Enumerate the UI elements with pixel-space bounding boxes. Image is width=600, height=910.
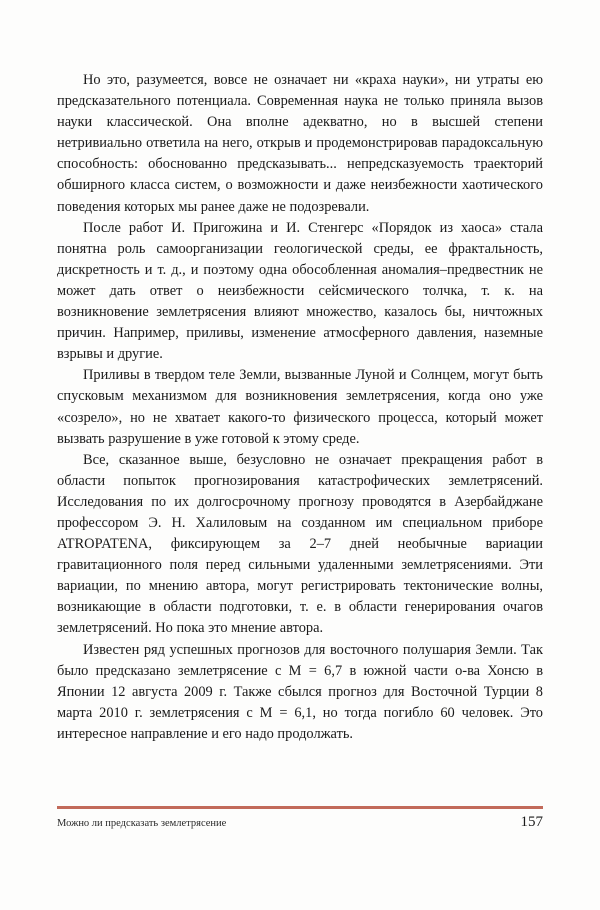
paragraph: Но это, разумеется, вовсе не означает ни «краха науки», ни утраты ею предсказательного потенциала. Современная наука не только приняла вызов науки классической. Она вполне адекватно, но в высшей степени нетривиально ответила на него, открыв и продемонстрировав парадоксальную способность: обоснованно предсказывать... непредсказуемость траекторий обширного класса систем, о возможности и даже неизбежности хаотического поведения которых мы ранее даже не подозревали.	[57, 72, 543, 215]
footer-divider	[57, 806, 543, 809]
paragraph: После работ И. Пригожина и И. Стенгерс «Порядок из хаоса» стала понятна роль самоорганизации геологической среды, ее фрактальность, дискретность и т. д., и поэтому одна обособленная аномалия–предвестник не может дать ответ о неизбежности сейсмического толчка, т. к. на возникновение землетрясения влияют множество, казалось бы, ничтожных причин. Например, приливы, изменение атмосферного давления, наземные взрывы и другие.	[57, 219, 543, 363]
page-number: 157	[520, 814, 543, 830]
paragraph: Известен ряд успешных прогнозов для восточного полушария Земли. Так было предсказано землетрясение с M = 6,7 в южной части о-ва Хонсю в Японии 12 августа 2009 г. Также сбылся прогноз для Восточной Турции 8 марта 2010 г. землетрясения с M = 6,1, но тогда погибло 60 человек. Это интересное направление и его надо продолжать.	[57, 641, 543, 742]
page-footer	[57, 814, 543, 831]
paragraph: Приливы в твердом теле Земли, вызванные Луной и Солнцем, могут быть спусковым механизмом для возникновения землетрясения, когда оно уже «созрело», но не хватает какого-то физического процесса, который может вызвать разрушение в уже готовой к этому среде.	[57, 367, 543, 447]
page-body	[57, 70, 543, 745]
footer-running-title: Можно ли предсказать землетрясение	[57, 818, 227, 829]
paragraph: Все, сказанное выше, безусловно не означает прекращения работ в области попыток прогнозирования катастрофических землетрясений. Исследования по их долгосрочному прогнозу проводятся в Азербайджане профессором Э. Н. Халиловым на созданном им специальном приборе ATROPATENA, фиксирующем за 2–7 дней необычные вариации гравитационного поля перед сильными удаленными землетрясениями. Эти вариации, по мнению автора, могут регистрировать тектонические волны, возникающие в области подготовки, т. е. в области генерирования очагов землетрясений. Но пока это мнение автора.	[57, 451, 543, 637]
